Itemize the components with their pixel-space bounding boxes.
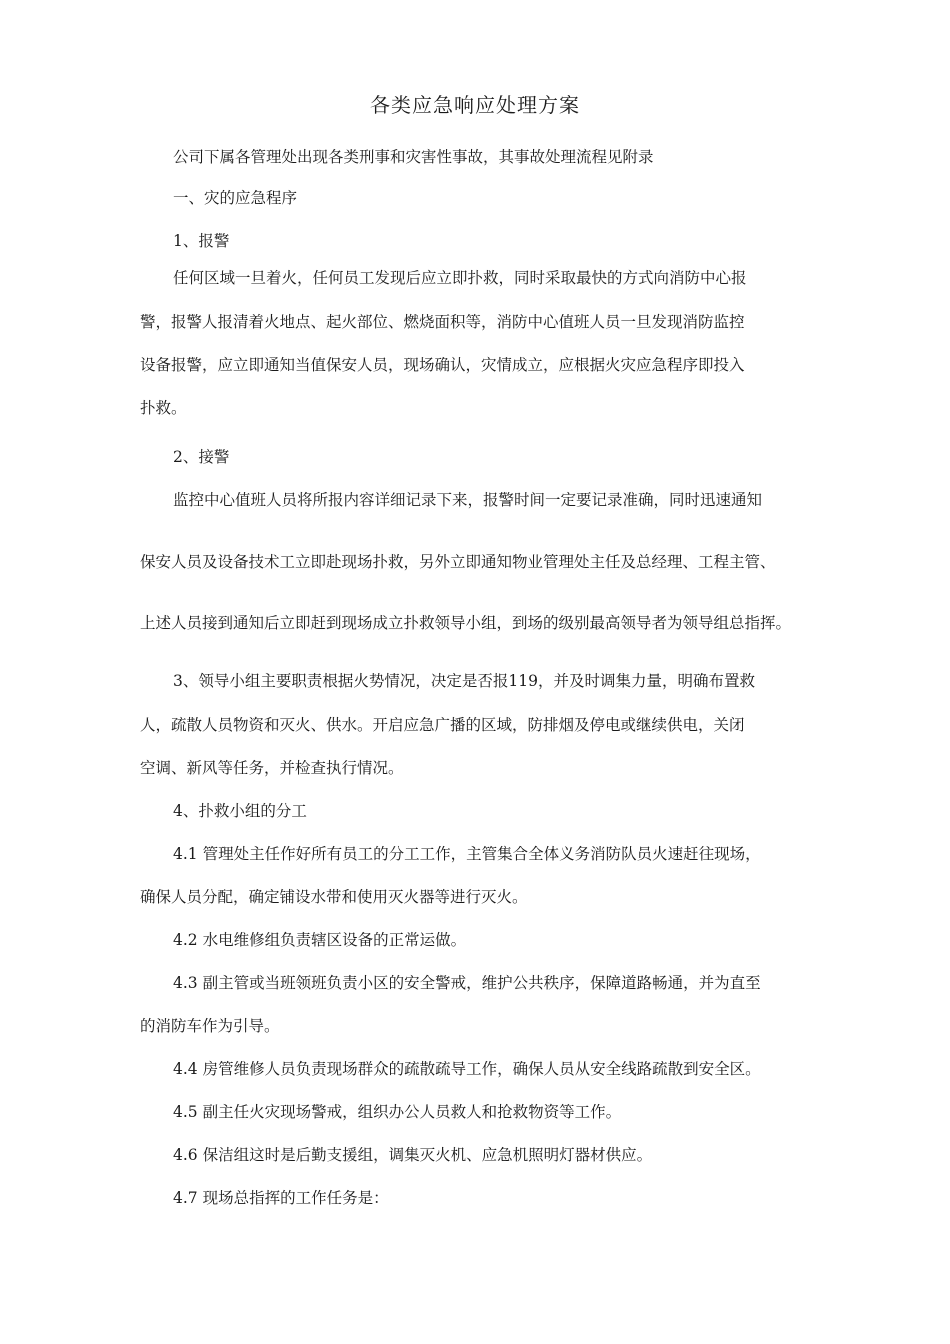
item-4-5: 4.5 副主任火灾现场警戒，组织办公人员救人和抢救物资等工作。 — [173, 1103, 622, 1121]
item-4-3-line-1: 4.3 副主管或当班领班负责小区的安全警戒，维护公共秩序，保障道路畅通，并为直至 — [173, 974, 761, 992]
subheading-team-division: 4、扑救小组的分工 — [173, 802, 307, 820]
item-4-4: 4.4 房管维修人员负责现场群众的疏散疏导工作，确保人员从安全线路疏散到安全区。 — [173, 1060, 761, 1078]
item-4-7: 4.7 现场总指挥的工作任务是： — [173, 1189, 389, 1207]
subheading-receive-alarm: 2、接警 — [173, 448, 230, 466]
subheading-alarm: 1、报警 — [173, 232, 230, 250]
section-heading-fire-emergency: 一、灾的应急程序 — [173, 189, 298, 207]
intro-paragraph: 公司下属各管理处出现各类刑事和灾害性事故，其事故处理流程见附录 — [173, 148, 654, 166]
document-title: 各类应急响应处理方案 — [370, 93, 580, 117]
item-4-2: 4.2 水电维修组负责辖区设备的正常运做。 — [173, 931, 467, 949]
receive-paragraph-line-3: 上述人员接到通知后立即赶到现场成立扑救领导小组，到场的级别最高领导者为领导组总指挥。 — [140, 614, 792, 632]
alarm-paragraph-line-3: 设备报警，应立即通知当值保安人员，现场确认，灾情成立，应根据火灾应急程序即投入 — [140, 356, 745, 374]
item-4-1-line-1: 4.1 管理处主任作好所有员工的分工工作，主管集合全体义务消防队员火速赶往现场， — [173, 845, 761, 863]
leadership-paragraph-line-1: 3、领导小组主要职责根据火势情况，决定是否报119，并及时调集力量，明确布置救 — [173, 672, 755, 690]
item-4-6: 4.6 保洁组这时是后勤支援组，调集灭火机、应急机照明灯器材供应。 — [173, 1146, 653, 1164]
item-4-3-line-2: 的消防车作为引导。 — [140, 1017, 280, 1035]
alarm-paragraph-line-2: 警，报警人报清着火地点、起火部位、燃烧面积等，消防中心值班人员一旦发现消防监控 — [140, 313, 745, 331]
alarm-paragraph-line-1: 任何区域一旦着火，任何员工发现后应立即扑救，同时采取最快的方式向消防中心报 — [173, 269, 747, 287]
alarm-paragraph-line-4: 扑救。 — [140, 399, 187, 417]
receive-paragraph-line-1: 监控中心值班人员将所报内容详细记录下来，报警时间一定要记录准确，同时迅速通知 — [173, 491, 763, 509]
receive-paragraph-line-2: 保安人员及设备技术工立即赴现场扑救，另外立即通知物业管理处主任及总经理、工程主管、 — [140, 553, 776, 571]
leadership-paragraph-line-2: 人，疏散人员物资和灭火、供水。开启应急广播的区域，防排烟及停电或继续供电，关闭 — [140, 716, 745, 734]
leadership-paragraph-line-3: 空调、新风等任务，并检查执行情况。 — [140, 759, 404, 777]
item-4-1-line-2: 确保人员分配，确定铺设水带和使用灭火器等进行灭火。 — [140, 888, 528, 906]
